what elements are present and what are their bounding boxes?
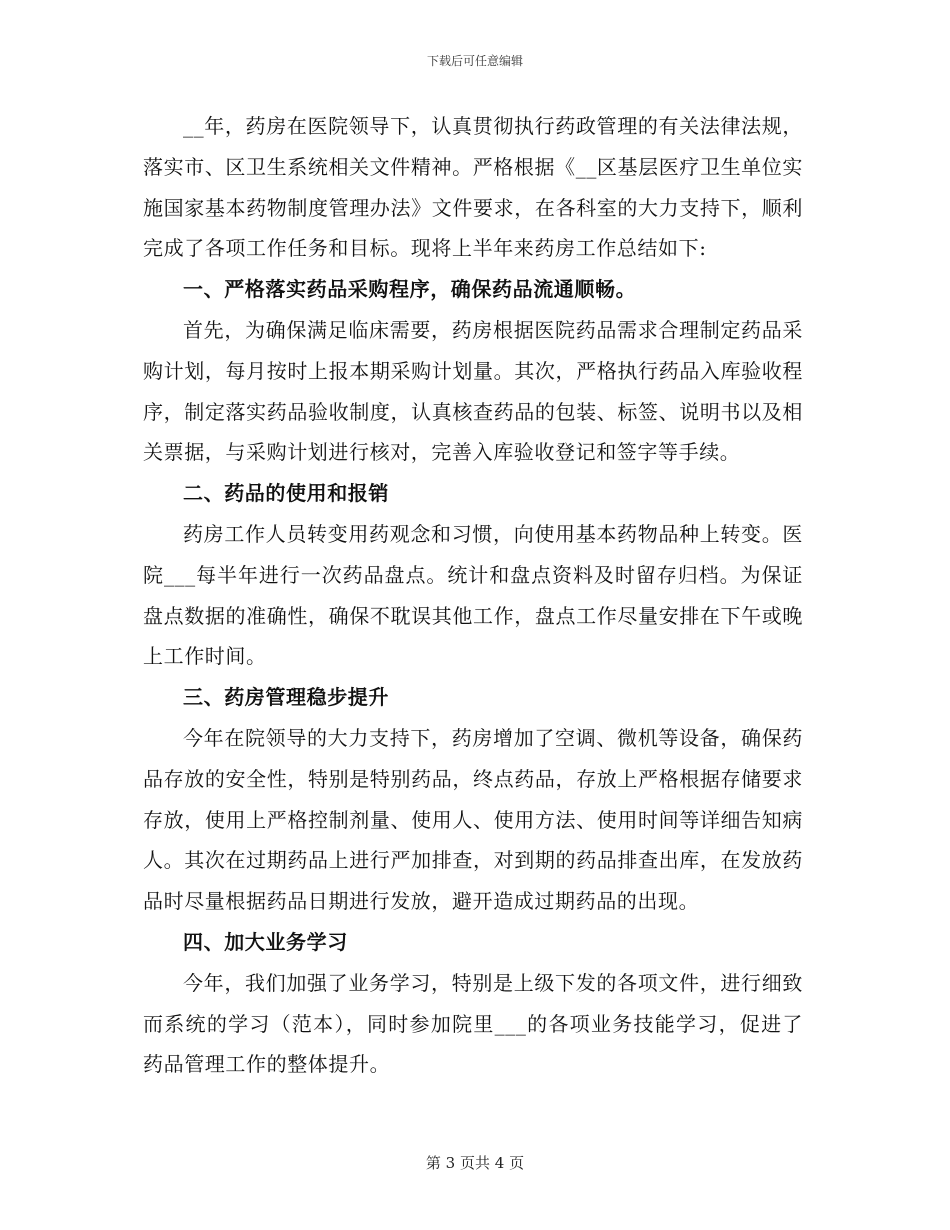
section-2-paragraph: 药房工作人员转变用药观念和习惯，向使用基本药物品种上转变。医院___每半年进行一次药品盘点。统计和盘点资料及时留存归档。为保证盘点数据的准确性，确保不耽误其他工作，盘点工作尽量安排在下午或晚上工作时间。 bbox=[143, 521, 803, 669]
section-3-heading: 三、药房管理稳步提升 bbox=[183, 685, 389, 710]
page-header: 下载后可任意编辑 bbox=[426, 54, 523, 68]
section-4-heading: 四、加大业务学习 bbox=[183, 929, 348, 954]
section-1-paragraph: 首先，为确保满足临床需要，药房根据医院药品需求合理制定药品采购计划，每月按时上报本期采购计划量。其次，严格执行药品入库验收程序，制定落实药品验收制度，认真核查药品的包装、标签、说明书以及相关票据，与采购计划进行核对，完善入库验收登记和签字等手续。 bbox=[143, 317, 803, 465]
intro-paragraph: __年，药房在医院领导下，认真贯彻执行药政管理的有关法律法规，落实市、区卫生系统相关文件精神。严格根据《__区基层医疗卫生单位实施国家基本药物制度管理办法》文件要求，在各科室的大力支持下，顺利完成了各项工作任务和目标。现将上半年来药房工作总结如下: bbox=[143, 114, 803, 261]
section-2-heading: 二、药品的使用和报销 bbox=[183, 481, 389, 506]
section-3-paragraph: 今年在院领导的大力支持下，药房增加了空调、微机等设备，确保药品存放的安全性，特别是特别药品，终点药品，存放上严格根据存储要求存放，使用上严格控制剂量、使用人、使用方法、使用时间等详细告知病人。其次在过期药品上进行严加排查，对到期的药品排查出库，在发放药品时尽量根据药品日期进行发放，避开造成过期药品的出现。 bbox=[143, 725, 803, 914]
page-number: 第 3 页共 4 页 bbox=[425, 1154, 525, 1172]
section-4-paragraph: 今年，我们加强了业务学习，特别是上级下发的各项文件，进行细致而系统的学习（范本），同时参加院里___的各项业务技能学习，促进了药品管理工作的整体提升。 bbox=[143, 970, 803, 1077]
section-1-heading: 一、严格落实药品采购程序，确保药品流通顺畅。 bbox=[183, 277, 637, 302]
document-body bbox=[143, 106, 803, 1085]
